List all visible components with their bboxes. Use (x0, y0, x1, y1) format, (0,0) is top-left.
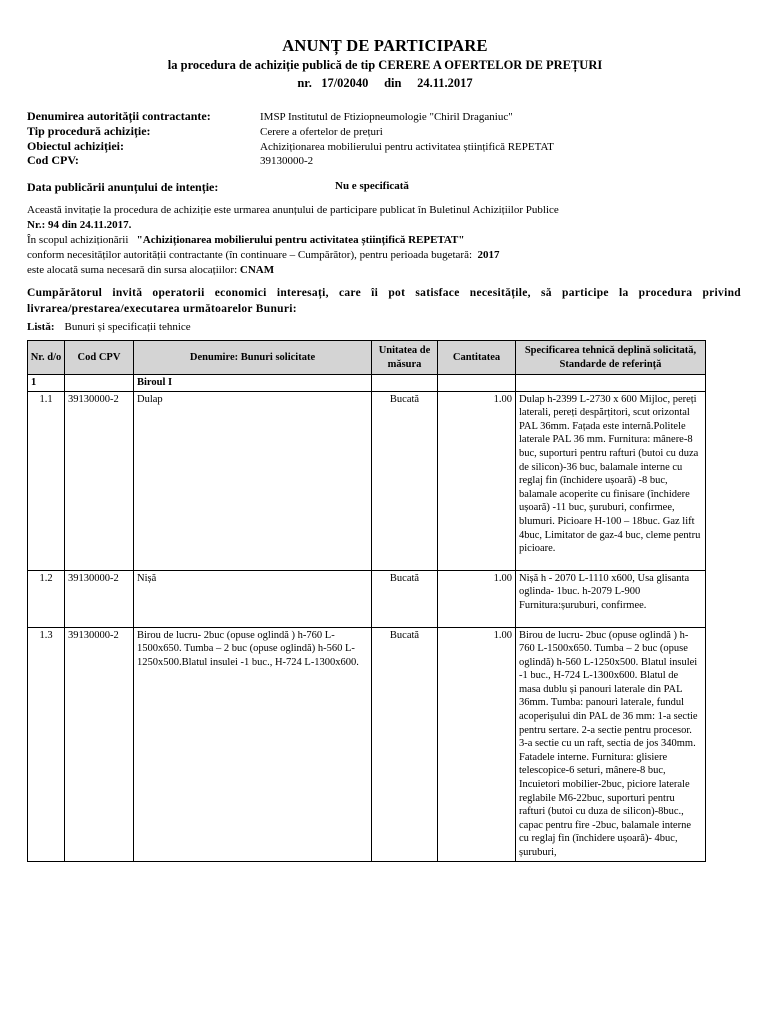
row-qty: 1.00 (438, 391, 516, 570)
header-name: Denumire: Bunuri solicitate (134, 341, 372, 375)
goods-table (27, 340, 706, 862)
row-qty: 1.00 (438, 627, 516, 861)
announcement-number: 17/02040 (321, 76, 369, 90)
info-value: 39130000-2 (260, 155, 314, 167)
list-value: Bunuri și specificații tehnice (64, 321, 191, 333)
row-qty: 1.00 (438, 570, 516, 627)
row-nr: 1.3 (28, 627, 65, 861)
budget-year: 2017 (477, 249, 500, 261)
intro-paragraph (27, 203, 747, 278)
header-qty: Cantitatea (438, 341, 516, 375)
info-label: Cod CPV: (27, 153, 79, 167)
intro-line-3 (27, 233, 747, 248)
row-cpv: 39130000-2 (65, 627, 134, 861)
section-name: Biroul I (134, 375, 372, 392)
row-spec: Birou de lucru- 2buc (opuse oglindă ) h-760 L-1500x650. Tumba – 2 buc (opuse oglindă) h-560 L-1250x500. Blatul insulei -1 buc., H-724 L-1300x600. Blatul de masa dublu și panouri laterale din PAL 36mm. Tumba: panouri laterale, fundul acoperișului din PAL de 36 mm: 1-a sectie pentru sertare. 2-a sectie pentru procesor. 3-a sectie cu un raft, sectia de jos 340mm. Fatadele interne. Furnitura: glisiere telescopice-6 seturi, mânere-8 buc, Incuietori mobilier-2buc, piciore laterale reglabile M6-22buc, suporturi pentru rafturi (butoi cu duza de silicon)-8buc., capac pentru fire -2buc, balamale interne cu reglaj fin (închidere ușoară)- 4buc, șuruburi, (516, 627, 706, 861)
intro-line-4-text: conform necesităților autorității contractante (în continuare – Cumpărător), pentru perioada bugetară: (27, 249, 473, 261)
intro-line-4 (27, 248, 747, 263)
info-value: Achiziționarea mobilierului pentru activitatea științifică REPETAT (260, 141, 554, 153)
intro-line-1: Această invitație la procedura de achiziție este urmarea anunțului de participare publicat în Buletinul Achizițiilor Publice (27, 204, 559, 216)
section-cpv (65, 375, 134, 392)
publication-date-row (27, 180, 409, 195)
info-label: Tip procedură achiziție: (27, 124, 151, 138)
intro-line-3-bold: "Achiziționarea mobilierului pentru activitatea științifică REPETAT" (136, 234, 465, 246)
section-unit (372, 375, 438, 392)
list-label: Listă: (27, 321, 55, 333)
list-caption (27, 321, 191, 333)
header-nr: Nr. d/o (28, 341, 65, 375)
intro-line-5-text: este alocată suma necesară din sursa alocațiilor: (27, 264, 238, 276)
row-nr: 1.2 (28, 570, 65, 627)
page-title: ANUNȚ DE PARTICIPARE (282, 36, 488, 55)
header-spec: Specificarea tehnică deplină solicitată, Standarde de referință (516, 341, 706, 375)
nr-label: nr. (297, 76, 312, 90)
info-row-authority (27, 109, 747, 125)
page-subtitle: la procedura de achiziție publică de tip CERERE A OFERTELOR DE PREȚURI (167, 58, 603, 72)
intro-line-5 (27, 263, 747, 278)
table-row (28, 391, 706, 570)
info-value: IMSP Institutul de Ftiziopneumologie "Chiril Draganiuc" (260, 111, 513, 123)
row-name: Dulap (134, 391, 372, 570)
info-value: Cerere a ofertelor de prețuri (260, 126, 383, 138)
row-unit: Bucată (372, 570, 438, 627)
row-cpv: 39130000-2 (65, 391, 134, 570)
announcement-date: 24.11.2017 (417, 76, 473, 90)
invitation-text: Cumpărătorul invită operatorii economici interesați, care îi pot satisface necesitățile, să participe la procedura privind livrarea/prestarea/executarea următoarelor Bunuri: (27, 287, 741, 315)
row-name: Nișă (134, 570, 372, 627)
section-nr: 1 (28, 375, 65, 392)
publication-value: Nu e specificată (335, 180, 409, 192)
info-row-procedure-type (27, 124, 747, 140)
announcement-number-line (0, 76, 770, 91)
table-header-row (28, 341, 706, 375)
intro-line-2: Nr.: 94 din 24.11.2017. (27, 219, 132, 231)
intro-line-3-text: În scopul achiziționării (27, 234, 129, 246)
table-row (28, 570, 706, 627)
din-label: din (384, 76, 402, 90)
info-label: Obiectul achiziției: (27, 139, 124, 153)
section-qty (438, 375, 516, 392)
info-label: Denumirea autorității contractante: (27, 109, 211, 123)
row-name: Birou de lucru- 2buc (opuse oglindă ) h-760 L-1500x650. Tumba – 2 buc (opuse oglindă) h-560 L-1250x500.Blatul insulei -1 buc., H-724 L-1300x600. (134, 627, 372, 861)
row-cpv: 39130000-2 (65, 570, 134, 627)
funding-source: CNAM (239, 264, 275, 276)
table-section-row (28, 375, 706, 392)
row-spec: Dulap h-2399 L-2730 x 600 Mijloc, pereți laterali, pereți despărțitori, scut orizontal PAL 36mm. Fațada este internă.Politele laterale PAL 36 mm. Furnitura: mânere-8 buc, suporturi pentru rafturi (butoi cu duza de silicon)-36 buc, balamale interne cu reglaj fin (închidere ușoară) -8 buc, balamale acoperite cu finisare (închidere ușoară) -11 buc, șuruburi, confirmee, blumuri. Picioare H-100 – 18buc. Gaz lift 4buc, Limitator de gaz-4 buc, cleme pentru picioare. (516, 391, 706, 570)
info-row-cpv (27, 153, 747, 169)
row-spec: Nișă h - 2070 L-1110 x600, Usa glisanta oglinda- 1buc. h-2079 L-900 Furnitura:șuruburi, confirmee. (516, 570, 706, 627)
table-row (28, 627, 706, 861)
publication-label: Data publicării anunțului de intenție: (27, 180, 219, 194)
header-unit: Unitatea de măsura (372, 341, 438, 375)
row-nr: 1.1 (28, 391, 65, 570)
row-unit: Bucată (372, 627, 438, 861)
row-unit: Bucată (372, 391, 438, 570)
header-cpv: Cod CPV (65, 341, 134, 375)
section-spec (516, 375, 706, 392)
